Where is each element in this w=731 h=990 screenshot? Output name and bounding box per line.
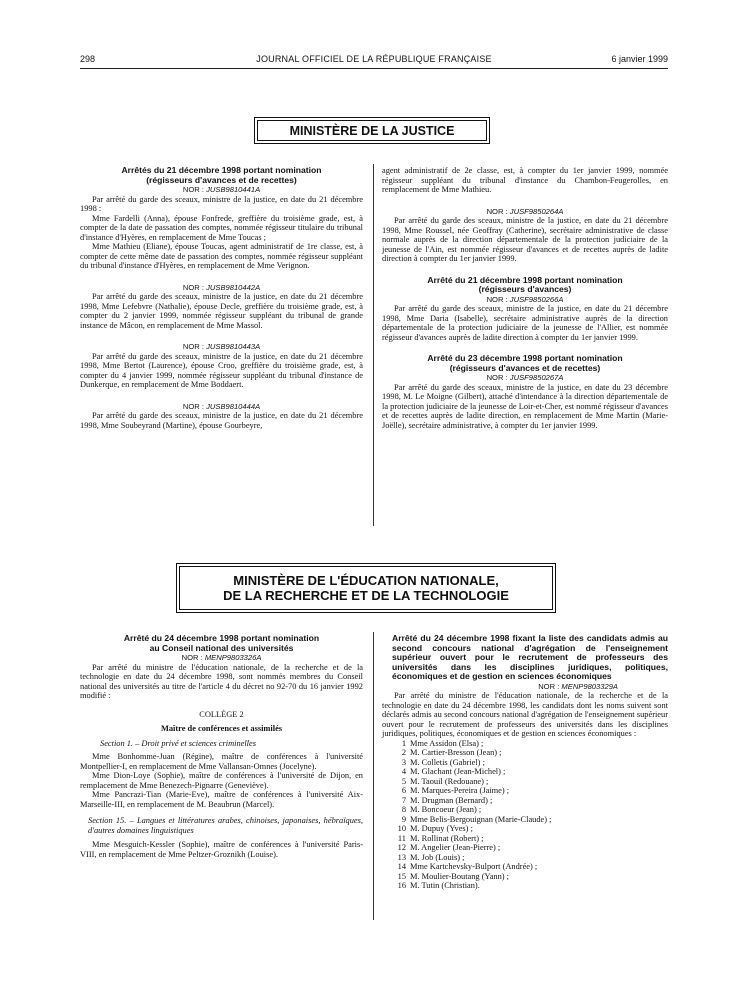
arrete-title: Arrêté du 24 décembre 1998 fixant la liste des candidats admis au second concours national d'agrégation de l'enseignement supérieur ouvert pour le recrutement de professeurs des universités dans les disciplines juridiques, politiques, économiques et de gestion en sciences économiques — [392, 633, 668, 682]
candidate-rank: 8 — [401, 805, 406, 815]
candidate-name: Mme Belis-Bergouignan (Marie-Claude) ; — [410, 814, 552, 824]
paragraph: Par arrêté du ministre de l'éducation nationale, de la recherche et de la technologie en date du 24 décembre 1998, sont nommés membres du Conseil national des universités au titre de l'article 4 du décret no 92-70 du 16 janvier 1992 modifié : — [80, 662, 363, 701]
candidate-name: M. Rollinat (Robert) ; — [410, 833, 484, 843]
candidate-rank: 6 — [401, 786, 406, 796]
candidate-name: M. Moulier-Boutang (Yann) ; — [410, 871, 510, 881]
candidate-rank: 16 — [397, 881, 406, 891]
nor-reference: NOR : JUSB9810442A — [182, 282, 261, 292]
candidate-name: M. Taouil (Redouane) ; — [410, 776, 489, 786]
candidate-list — [382, 739, 668, 891]
candidate-item — [382, 796, 668, 806]
page-header — [80, 54, 668, 68]
paragraph: Par arrêté du ministre de l'éducation nationale, de la recherche et de la technologie en date du 24 décembre 1998, les candidats dont les noms suivent sont déclarés admis au second concours national d'agrégation de l'enseignement supérieur ouvert pour le recrutement de professeurs des universités dans les disciplines juridiques, politiques, économiques et de gestion en sciences économiques : — [382, 691, 668, 739]
issue-date: 6 janvier 1999 — [611, 54, 668, 64]
nor-reference: NOR : JUSF9850267A — [486, 373, 564, 383]
candidate-item — [382, 881, 668, 891]
paragraph: Mme Mathieu (Eliane), épouse Toucas, agent administratif de 1re classe, est, à compter de cette même date de passation des comptes, nommée régisseur suppléant du tribunal d'instance d'Hyères, en remplacement de Mme Verignon. — [80, 242, 363, 271]
candidate-name: M. Marques-Pereira (Jaime) ; — [410, 786, 510, 796]
candidate-item — [382, 748, 668, 758]
candidate-rank: 4 — [401, 767, 406, 777]
nor-reference: NOR : JUSB9810441A — [182, 185, 261, 195]
candidate-item — [382, 834, 668, 844]
nor-reference: NOR : JUSB9810444A — [182, 401, 261, 411]
candidate-rank: 7 — [401, 795, 406, 805]
nor-reference: NOR : MENP9803329A — [538, 681, 618, 691]
paragraph: Par arrêté du garde des sceaux, ministre de la justice, en date du 21 décembre 1998, Mme Soubeyrand (Martine), épouse Gourbeyre, — [80, 411, 363, 430]
candidate-rank: 5 — [401, 776, 406, 786]
paragraph: Par arrêté du garde des sceaux, ministre de la justice, en date du 23 décembre 1998, M. Le Moigne (Gilbert), attaché d'intendance à la direction départementale de la protection judiciaire de la jeunesse de Loir-et-Cher, est nommé régisseur d'avances et de recettes auprès de ladite direction, en remplacement de Mme Martin (Marie-Joëlle), secrétaire administrative, à compter du 1er janvier 1999. — [382, 382, 668, 430]
candidate-rank: 14 — [397, 862, 406, 872]
candidate-item — [382, 777, 668, 787]
candidate-item — [382, 758, 668, 768]
candidate-rank: 11 — [397, 833, 406, 843]
candidate-item — [382, 824, 668, 834]
candidate-name: M. Dupuy (Yves) ; — [410, 824, 473, 834]
ministry-education-title-line1: MINISTÈRE DE L'ÉDUCATION NATIONALE, — [233, 573, 499, 588]
arrete-subtitle: au Conseil national des universités — [149, 642, 294, 653]
candidate-item — [382, 786, 668, 796]
candidate-name: M. Job (Louis) ; — [410, 852, 465, 862]
candidate-name: Mme Assidon (Elsa) ; — [410, 738, 484, 748]
candidate-item — [382, 843, 668, 853]
paragraph: Mme Bonhomme-Juan (Régine), maître de conférences à l'université Montpellier-I, en remplacement de Mme Vallansan-Omnes (Jocelyne). — [80, 752, 363, 771]
college-subheading: Maître de conférences et assimilés — [160, 724, 283, 734]
paragraph: Par arrêté du garde des sceaux, ministre de la justice, en date du 21 décembre 1998, Mme Daria (Isabelle), secrétaire administrative auprès de la direction départementale de la protection judiciaire de la jeunesse de l'Allier, est nommée régisseur d'avances auprès de ladite direction à compter du 1er janvier 1999. — [382, 304, 668, 342]
arrete-title: Arrêté du 24 décembre 1998 portant nomination — [123, 633, 320, 643]
paragraph: Mme Pancrazi-Tian (Marie-Eve), maître de conférences à l'université Aix-Marseille-III, en remplacement de M. Beaubrun (Marcel). — [80, 790, 363, 809]
candidate-item — [382, 805, 668, 815]
ministry-justice-title: MINISTÈRE DE LA JUSTICE — [289, 123, 455, 138]
education-left-column — [80, 634, 363, 859]
candidate-item — [382, 853, 668, 863]
candidate-rank: 1 — [401, 738, 406, 748]
candidate-name: M. Glachant (Jean-Michel) ; — [410, 767, 506, 777]
paragraph: Par arrêté du garde des sceaux, ministre de la justice, en date du 21 décembre 1998, Mme Lefebvre (Nathalie), épouse Decle, greffière du troisième grade, est, à compter du 2 janvier 1999, nommée régisseur suppléant du tribunal de grande instance de Mâcon, en remplacement de Mme Massol. — [80, 292, 363, 330]
candidate-rank: 2 — [401, 748, 406, 758]
candidate-rank: 10 — [397, 824, 406, 834]
arrete-subtitle: (régisseurs d'avances et de recettes) — [449, 362, 601, 373]
paragraph: Par arrêté du garde des sceaux, ministre de la justice, en date du 21 décembre 1998, Mme Bertot (Laurence), épouse Croo, greffière du troisième grade, est, à compter du 4 janvier 1999, nommée régisseur suppléant du tribunal d'instance de Dunkerque, en remplacement de Mme Boddaert. — [80, 351, 363, 390]
candidate-name: M. Cartier-Bresson (Jean) ; — [410, 748, 502, 758]
candidate-item — [382, 862, 668, 872]
arrete-title: Arrêté du 23 décembre 1998 portant nomination — [427, 353, 623, 364]
candidate-item — [382, 739, 668, 749]
column-divider — [373, 164, 374, 526]
column-divider — [373, 632, 374, 920]
candidate-rank: 9 — [401, 814, 406, 824]
arrete-subtitle: (régisseurs d'avances) — [478, 284, 572, 295]
paragraph: Par arrêté du garde des sceaux, ministre de la justice, en date du 21 décembre 1998, Mme Roussel, née Geoffray (Catherine), secrétaire administrative de classe normale auprès de la direction départementale de la protection judiciaire de la jeunesse de l'Ain, est nommée régisseur d'avances et de recettes auprès de ladite direction à compter du 1er janvier 1999. — [382, 216, 668, 263]
ministry-education-heading — [176, 563, 556, 613]
paragraph: Mme Dion-Loye (Sophie), maître de conférences à l'université de Dijon, en remplacement de Mme Benezech-Pignarre (Geneviève). — [80, 771, 363, 790]
candidate-name: M. Drugman (Bernard) ; — [410, 795, 493, 805]
candidate-rank: 3 — [401, 757, 406, 767]
paragraph: Par arrêté du garde des sceaux, ministre de la justice, en date du 21 décembre 1998 : — [80, 194, 363, 214]
paragraph: Mme Mesguich-Kessler (Sophie), maître de conférences à l'université Paris-VIII, en remplacement de Mme Peltzer-Groznikh (Louise). — [80, 840, 363, 859]
header-rule — [80, 68, 668, 69]
nor-reference: NOR : JUSB9810443A — [182, 342, 261, 352]
arrete-subtitle: (régisseurs d'avances et de recettes) — [146, 174, 297, 185]
nor-reference: NOR : MENP9803326A — [181, 653, 262, 663]
paragraph: agent administratif de 2e classe, est, à compter du 1er janvier 1999, nommée régisseur suppléant du tribunal d'instance du Chambon-Feugerolles, en remplacement de Mme Mathieu. — [382, 166, 668, 194]
arrete-title: Arrêté du 21 décembre 1998 portant nomination — [427, 274, 623, 285]
justice-right-column — [382, 166, 668, 430]
nor-reference: NOR : JUSF9850266A — [486, 294, 564, 304]
college-heading: COLLÈGE 2 — [199, 709, 244, 719]
ministry-justice-heading — [254, 117, 490, 144]
arrete-title: Arrêtés du 21 décembre 1998 portant nomination — [121, 165, 322, 175]
candidate-item — [382, 872, 668, 882]
candidate-name: M. Boncoeur (Jean) ; — [410, 805, 482, 815]
journal-title: JOURNAL OFFICIEL DE LA RÉPUBLIQUE FRANÇAISE — [256, 54, 492, 64]
candidate-rank: 12 — [397, 843, 406, 853]
ministry-education-title-line2: DE LA RECHERCHE ET DE LA TECHNOLOGIE — [223, 588, 509, 603]
section-heading: Section 1. – Droit privé et sciences criminelles — [100, 738, 256, 748]
candidate-name: Mme Kartchevsky-Bulport (Andrée) ; — [410, 862, 538, 872]
nor-reference: NOR : JUSF9850264A — [486, 206, 564, 216]
justice-left-column — [80, 166, 363, 430]
candidate-item — [382, 767, 668, 777]
page-number: 298 — [80, 54, 96, 64]
education-right-column — [382, 634, 668, 891]
candidate-rank: 13 — [397, 852, 406, 862]
candidate-name: M. Angelier (Jean-Pierre) ; — [410, 843, 501, 853]
candidate-name: M. Colletis (Gabriel) ; — [410, 757, 485, 767]
paragraph: Mme Fardelli (Anna), épouse Fonfrede, greffière du troisième grade, est, à compter de la date de passation des comptes, nommée régisseur titulaire du tribunal d'instance d'Hyères, en remplacement de Mme Toucas ; — [80, 213, 363, 242]
candidate-item — [382, 815, 668, 825]
candidate-rank: 15 — [397, 871, 406, 881]
candidate-name: M. Tutin (Christian). — [410, 881, 480, 891]
section-heading: Section 15. – Langues et littératures arabes, chinoises, japonaises, hébraïques, d'autres domaines linguistiques — [88, 816, 363, 835]
